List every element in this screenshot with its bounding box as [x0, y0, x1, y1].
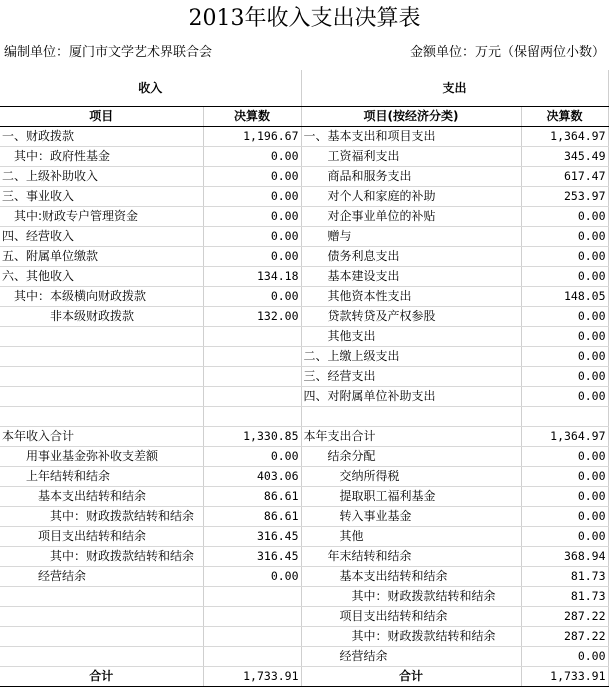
income-amount [203, 367, 301, 387]
income-amount [203, 387, 301, 407]
expense-amount: 0.00 [521, 347, 608, 367]
income-amount: 0.00 [203, 447, 301, 467]
expense-amount: 148.05 [521, 287, 608, 307]
expense-item: 二、上缴上级支出 [301, 347, 521, 367]
table-row [0, 447, 608, 467]
expense-item: 对企事业单位的补贴 [301, 207, 521, 227]
table-row [0, 247, 608, 267]
expense-item: 对个人和家庭的补助 [301, 187, 521, 207]
header-expense-item: 项目(按经济分类) [301, 107, 521, 127]
income-amount: 0.00 [203, 247, 301, 267]
table-row [0, 347, 608, 367]
expense-item: 工资福利支出 [301, 147, 521, 167]
income-item: 其中：财政拨款结转和结余 [0, 547, 203, 567]
table-row [0, 207, 608, 227]
table-row [0, 127, 608, 147]
income-item: 基本支出结转和结余 [0, 487, 203, 507]
section-header-row [0, 70, 608, 107]
table-row [0, 587, 608, 607]
income-item: 六、其他收入 [0, 267, 203, 287]
income-item: 用事业基金弥补收支差额 [0, 447, 203, 467]
expense-item: 债务利息支出 [301, 247, 521, 267]
expense-item: 一、基本支出和项目支出 [301, 127, 521, 147]
expense-amount: 287.22 [521, 627, 608, 647]
income-amount: 0.00 [203, 207, 301, 227]
table-row [0, 227, 608, 247]
income-amount: 86.61 [203, 487, 301, 507]
expense-amount: 0.00 [521, 487, 608, 507]
amount-unit: 金额单位：万元（保留两位小数） [409, 45, 605, 60]
income-amount: 0.00 [203, 567, 301, 587]
expense-amount: 0.00 [521, 247, 608, 267]
income-amount: 132.00 [203, 307, 301, 327]
expense-item: 其他 [301, 527, 521, 547]
expense-item: 四、对附属单位补助支出 [301, 387, 521, 407]
income-item: 五、附属单位缴款 [0, 247, 203, 267]
expense-amount: 253.97 [521, 187, 608, 207]
income-item [0, 607, 203, 627]
table-row [0, 407, 608, 427]
income-item: 其中：财政拨款结转和结余 [0, 507, 203, 527]
expense-amount: 0.00 [521, 367, 608, 387]
income-item [0, 647, 203, 667]
income-item [0, 387, 203, 407]
expense-amount: 1,364.97 [521, 127, 608, 147]
expense-amount: 0.00 [521, 467, 608, 487]
expense-item: 项目支出结转和结余 [301, 607, 521, 627]
expense-amount: 345.49 [521, 147, 608, 167]
expense-amount [521, 407, 608, 427]
table-row [0, 547, 608, 567]
expense-amount: 0.00 [521, 227, 608, 247]
total-income-amount: 1,733.91 [203, 667, 301, 687]
income-amount: 86.61 [203, 507, 301, 527]
table-row [0, 507, 608, 527]
section-income: 收入 [0, 70, 301, 107]
expense-item: 本年支出合计 [301, 427, 521, 447]
budget-table [0, 70, 609, 687]
expense-amount: 287.22 [521, 607, 608, 627]
expense-item: 结余分配 [301, 447, 521, 467]
table-row [0, 527, 608, 547]
table-row [0, 267, 608, 287]
income-item: 其中：政府性基金 [0, 147, 203, 167]
total-label-expense: 合计 [301, 667, 521, 687]
expense-amount: 0.00 [521, 327, 608, 347]
expense-item: 其中：财政拨款结转和结余 [301, 587, 521, 607]
income-amount [203, 347, 301, 367]
expense-amount: 617.47 [521, 167, 608, 187]
expense-item: 经营结余 [301, 647, 521, 667]
income-amount: 316.45 [203, 527, 301, 547]
income-item: 四、经营收入 [0, 227, 203, 247]
income-amount: 0.00 [203, 287, 301, 307]
income-amount [203, 407, 301, 427]
income-amount [203, 607, 301, 627]
income-amount: 1,330.85 [203, 427, 301, 447]
expense-amount: 0.00 [521, 387, 608, 407]
income-amount: 0.00 [203, 167, 301, 187]
expense-item: 提取职工福利基金 [301, 487, 521, 507]
expense-amount: 0.00 [521, 447, 608, 467]
table-row [0, 567, 608, 587]
table-row [0, 647, 608, 667]
expense-amount: 0.00 [521, 647, 608, 667]
table-row [0, 467, 608, 487]
income-item: 二、上级补助收入 [0, 167, 203, 187]
expense-item: 其他资本性支出 [301, 287, 521, 307]
expense-item: 基本支出结转和结余 [301, 567, 521, 587]
table-row [0, 287, 608, 307]
expense-item: 基本建设支出 [301, 267, 521, 287]
expense-amount: 81.73 [521, 567, 608, 587]
income-amount [203, 647, 301, 667]
expense-item: 三、经营支出 [301, 367, 521, 387]
section-expense: 支出 [301, 70, 608, 107]
expense-amount: 81.73 [521, 587, 608, 607]
table-row [0, 607, 608, 627]
expense-item: 年末结转和结余 [301, 547, 521, 567]
total-expense-amount: 1,733.91 [521, 667, 608, 687]
total-row [0, 667, 608, 687]
income-amount [203, 587, 301, 607]
expense-amount: 368.94 [521, 547, 608, 567]
income-item: 一、财政拨款 [0, 127, 203, 147]
table-row [0, 387, 608, 407]
income-amount: 134.18 [203, 267, 301, 287]
page-title: 2013年收入支出决算表 [188, 6, 421, 31]
header-expense-amount: 决算数 [521, 107, 608, 127]
income-item [0, 407, 203, 427]
total-label-income: 合计 [0, 667, 203, 687]
expense-item [301, 407, 521, 427]
expense-amount: 0.00 [521, 527, 608, 547]
income-amount: 0.00 [203, 187, 301, 207]
income-item [0, 327, 203, 347]
table-row [0, 187, 608, 207]
header-income-amount: 决算数 [203, 107, 301, 127]
header-income-item: 项目 [0, 107, 203, 127]
income-item: 项目支出结转和结余 [0, 527, 203, 547]
income-item [0, 587, 203, 607]
table-row [0, 487, 608, 507]
income-amount: 316.45 [203, 547, 301, 567]
income-item: 上年结转和结余 [0, 467, 203, 487]
column-header-row [0, 107, 608, 127]
expense-item: 其他支出 [301, 327, 521, 347]
expense-amount: 1,364.97 [521, 427, 608, 447]
income-amount [203, 327, 301, 347]
table-row [0, 147, 608, 167]
income-amount: 403.06 [203, 467, 301, 487]
income-item [0, 347, 203, 367]
income-item: 经营结余 [0, 567, 203, 587]
table-row [0, 167, 608, 187]
income-item: 本年收入合计 [0, 427, 203, 447]
unit-row [0, 40, 609, 66]
income-item: 非本级财政拨款 [0, 307, 203, 327]
expense-item: 贷款转贷及产权参股 [301, 307, 521, 327]
expense-amount: 0.00 [521, 207, 608, 227]
table-row [0, 307, 608, 327]
income-item: 其中:财政专户管理资金 [0, 207, 203, 227]
table-row [0, 367, 608, 387]
income-amount: 1,196.67 [203, 127, 301, 147]
expense-item: 赠与 [301, 227, 521, 247]
income-amount [203, 627, 301, 647]
table-row [0, 627, 608, 647]
income-amount: 0.00 [203, 147, 301, 167]
expense-amount: 0.00 [521, 307, 608, 327]
expense-amount: 0.00 [521, 507, 608, 527]
income-item [0, 627, 203, 647]
income-item: 三、事业收入 [0, 187, 203, 207]
expense-amount: 0.00 [521, 267, 608, 287]
expense-item: 其中：财政拨款结转和结余 [301, 627, 521, 647]
compiling-unit: 编制单位：厦门市文学艺术界联合会 [4, 45, 213, 60]
table-row [0, 427, 608, 447]
income-item [0, 367, 203, 387]
expense-item: 商品和服务支出 [301, 167, 521, 187]
expense-item: 转入事业基金 [301, 507, 521, 527]
income-amount: 0.00 [203, 227, 301, 247]
expense-item: 交纳所得税 [301, 467, 521, 487]
table-row [0, 327, 608, 347]
income-item: 其中：本级横向财政拨款 [0, 287, 203, 307]
